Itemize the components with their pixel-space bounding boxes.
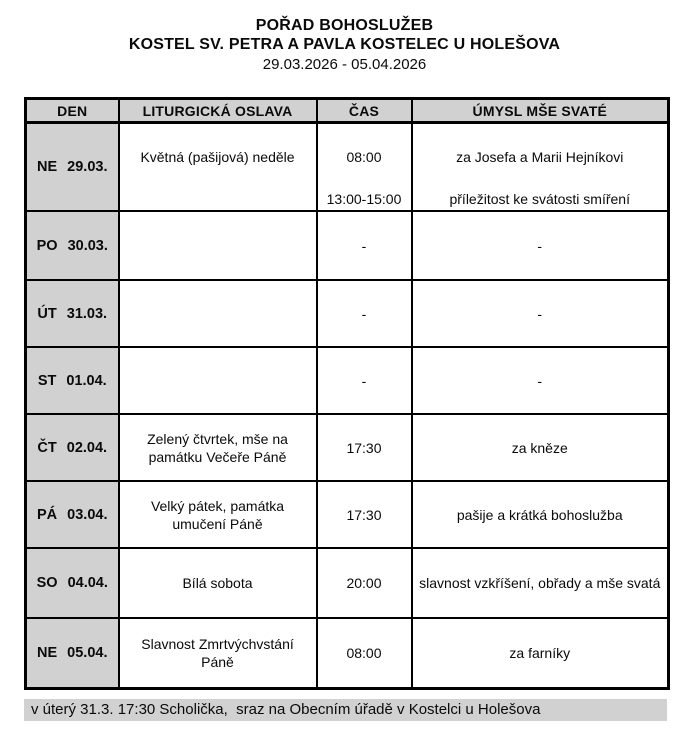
- intention-cell: [412, 123, 669, 212]
- day-date: 05.04.: [67, 644, 108, 661]
- day-cell: [26, 414, 119, 481]
- day-abbr: ÚT: [37, 305, 57, 322]
- table-row: [26, 211, 669, 280]
- celebration-cell: Zelený čtvrtek, mše na památku Večeře Páně: [119, 414, 317, 481]
- intention-text: příležitost ke svátosti smíření: [449, 191, 630, 207]
- day-date: 31.03.: [66, 305, 108, 322]
- table-row: [26, 280, 669, 347]
- day-abbr: NE: [37, 159, 58, 175]
- time-cell: -: [317, 211, 412, 280]
- intention-cell: za farníky: [412, 618, 669, 688]
- time-cell: 17:30: [317, 414, 412, 481]
- day-cell: [26, 618, 119, 688]
- time-cell: 08:00: [317, 618, 412, 688]
- celebration-cell: Bílá sobota: [119, 548, 317, 618]
- table-row: [26, 481, 669, 548]
- intention-cell: -: [412, 347, 669, 414]
- schedule-table: [24, 97, 670, 690]
- page-subtitle: KOSTEL SV. PETRA A PAVLA KOSTELEC U HOLEŠOVA: [128, 36, 561, 53]
- date-range: 29.03.2026 - 05.04.2026: [262, 56, 427, 73]
- time-cell: [317, 123, 412, 212]
- column-header-umysl: ÚMYSL MŠE SVATÉ: [412, 99, 669, 123]
- time-text: 13:00-15:00: [326, 191, 402, 207]
- time-cell: -: [317, 280, 412, 347]
- page-title: POŘAD BOHOSLUŽEB: [255, 17, 434, 34]
- intention-cell: pašije a krátká bohoslužba: [412, 481, 669, 548]
- celebration-cell: [119, 123, 317, 212]
- time-text: 08:00: [346, 149, 382, 165]
- column-header-cas: ČAS: [317, 99, 412, 123]
- day-abbr: ČT: [37, 439, 57, 456]
- intention-text: za Josefa a Marii Hejníkovi: [456, 149, 624, 165]
- day-abbr: ST: [37, 372, 57, 389]
- day-abbr: NE: [37, 644, 58, 661]
- celebration-cell: Slavnost Zmrtvýchvstání Páně: [119, 618, 317, 688]
- day-cell: [26, 280, 119, 347]
- time-cell: 17:30: [317, 481, 412, 548]
- title-block: [0, 0, 689, 74]
- column-header-den: DEN: [26, 99, 119, 123]
- day-date: 29.03.: [67, 159, 108, 175]
- intention-cell: -: [412, 280, 669, 347]
- day-cell: [26, 211, 119, 280]
- day-date: 01.04.: [66, 372, 107, 389]
- day-cell: [26, 548, 119, 618]
- table-row: [26, 618, 669, 688]
- table-row: [26, 414, 669, 481]
- column-header-liturgicka-oslava: LITURGICKÁ OSLAVA: [119, 99, 317, 123]
- table-row: [26, 548, 669, 618]
- time-cell: 20:00: [317, 548, 412, 618]
- day-abbr: SO: [36, 575, 58, 591]
- intention-cell: za kněze: [412, 414, 669, 481]
- intention-cell: slavnost vzkříšení, obřady a mše svatá: [412, 548, 669, 618]
- celebration-cell: [119, 280, 317, 347]
- day-cell: [26, 481, 119, 548]
- day-cell: [26, 123, 119, 212]
- day-date: 02.04.: [66, 439, 108, 456]
- table-row: [26, 123, 669, 212]
- time-cell: -: [317, 347, 412, 414]
- footer-note: v úterý 31.3. 17:30 Scholička, sraz na Obecním úřadě v Kostelci u Holešova: [24, 699, 667, 721]
- table-row: [26, 347, 669, 414]
- day-abbr: PÁ: [37, 506, 58, 523]
- day-date: 04.04.: [67, 575, 108, 591]
- celebration-text: Květná (pašijová) neděle: [140, 149, 295, 165]
- day-cell: [26, 347, 119, 414]
- celebration-cell: [119, 211, 317, 280]
- day-date: 03.04.: [67, 506, 108, 523]
- day-abbr: PO: [36, 237, 58, 254]
- intention-cell: -: [412, 211, 669, 280]
- celebration-cell: [119, 347, 317, 414]
- day-date: 30.03.: [67, 237, 108, 254]
- celebration-cell: Velký pátek, památka umučení Páně: [119, 481, 317, 548]
- table-header-row: [26, 99, 669, 123]
